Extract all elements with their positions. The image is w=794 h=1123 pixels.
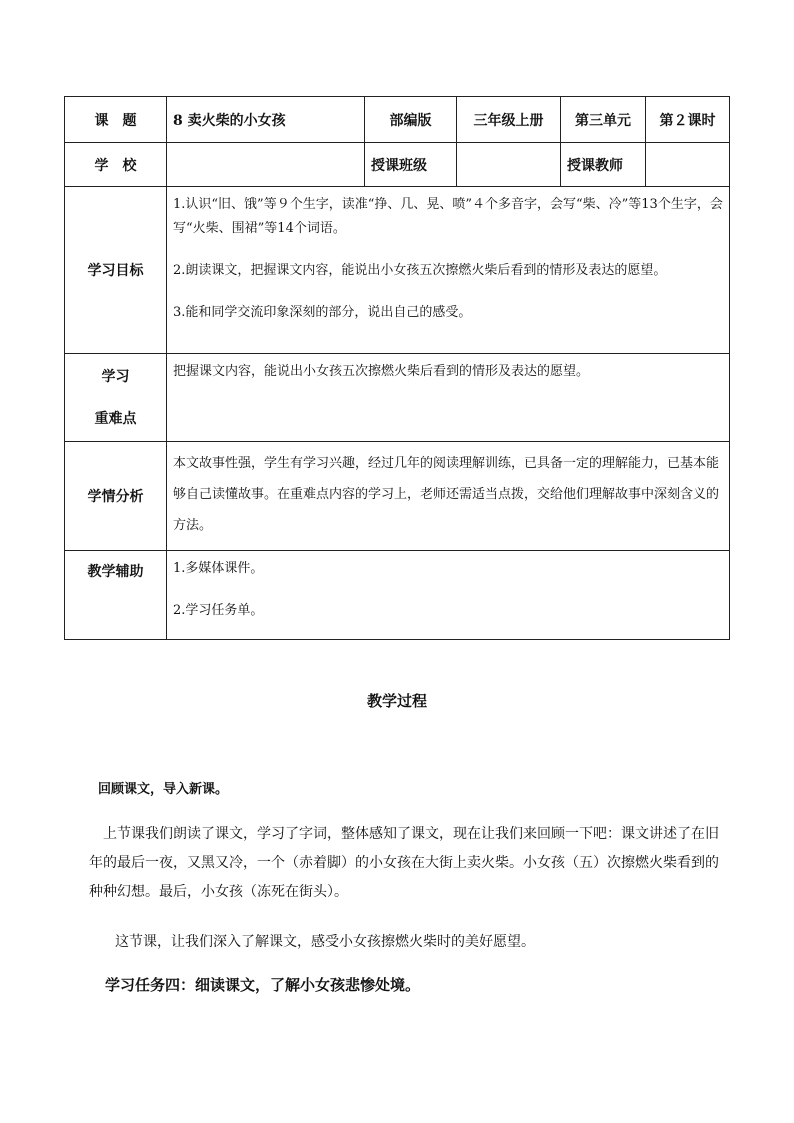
school-row bbox=[65, 143, 730, 187]
goals-content bbox=[167, 187, 730, 354]
key-points-label-line1: 学习 bbox=[101, 368, 130, 385]
aids-content bbox=[167, 551, 730, 640]
edition-value: 部编版 bbox=[365, 97, 457, 143]
goal-item: 1.认识“旧、饿”等９个生字，读准“挣、几、晃、喷”４个多音字，会写“柴、冷”等13个生字，会写“火柴、围裙”等14个词语。 bbox=[173, 197, 723, 236]
goal-item: 3.能和同学交流印象深刻的部分，说出自己的感受。 bbox=[173, 305, 472, 320]
grade-value: 三年级上册 bbox=[457, 97, 561, 143]
analysis-text: 本文故事性强，学生有学习兴趣，经过几年的阅读理解训练，已具备一定的理解能力，已基本能够自己读懂故事。在重难点内容的学习上，老师还需适当点拨，交给他们理解故事中深刻含义的方法。 bbox=[173, 456, 720, 533]
process-title: 教学过程 bbox=[366, 692, 427, 710]
teacher-label: 授课教师 bbox=[561, 143, 646, 187]
process-lead: 回顾课文，导入新课。 bbox=[98, 782, 229, 797]
lesson-plan-table bbox=[64, 96, 730, 640]
key-points-text: 把握课文内容，能说出小女孩五次擦燃火柴后看到的情形及表达的愿望。 bbox=[173, 364, 590, 379]
learning-task-heading: 学习任务四：细读课文，了解小女孩悲惨处境。 bbox=[105, 976, 421, 994]
analysis-content bbox=[167, 442, 730, 551]
school-label: 学 校 bbox=[65, 143, 167, 187]
aid-item: 1.多媒体课件。 bbox=[173, 561, 264, 576]
goal-item: 2.朗读课文，把握课文内容，能说出小女孩五次擦燃火柴后看到的情形及表达的愿望。 bbox=[173, 263, 667, 278]
school-value bbox=[167, 143, 365, 187]
aids-row bbox=[65, 551, 730, 640]
analysis-row bbox=[65, 442, 730, 551]
analysis-label: 学情分析 bbox=[65, 442, 167, 551]
aid-item: 2.学习任务单。 bbox=[173, 603, 264, 618]
topic-row bbox=[65, 97, 730, 143]
class-value bbox=[457, 143, 561, 187]
topic-value: 8 卖火柴的小女孩 bbox=[167, 97, 365, 143]
teacher-value bbox=[646, 143, 730, 187]
period-value: 第２课时 bbox=[646, 97, 730, 143]
goals-label: 学习目标 bbox=[65, 187, 167, 354]
intro-paragraph: 这节课，让我们深入了解课文，感受小女孩擦燃火柴时的美好愿望。 bbox=[115, 934, 535, 950]
key-points-label-line2: 重难点 bbox=[94, 410, 137, 427]
class-label: 授课班级 bbox=[365, 143, 457, 187]
review-paragraph: 上节课我们朗读了课文，学习了字词，整体感知了课文，现在让我们来回顾一下吧：课文讲述了在旧年的最后一夜，又黑又冷，一个（赤着脚）的小女孩在大街上卖火柴。小女孩（五）次擦燃火柴看到的种种幻想。最后，小女孩（冻死在街头）。 bbox=[89, 826, 719, 900]
key-points-content bbox=[167, 354, 730, 442]
topic-label: 课 题 bbox=[65, 97, 167, 143]
unit-value: 第三单元 bbox=[561, 97, 646, 143]
aids-label: 教学辅助 bbox=[65, 551, 167, 640]
key-points-label bbox=[65, 354, 167, 442]
goals-row bbox=[65, 187, 730, 354]
key-points-row bbox=[65, 354, 730, 442]
